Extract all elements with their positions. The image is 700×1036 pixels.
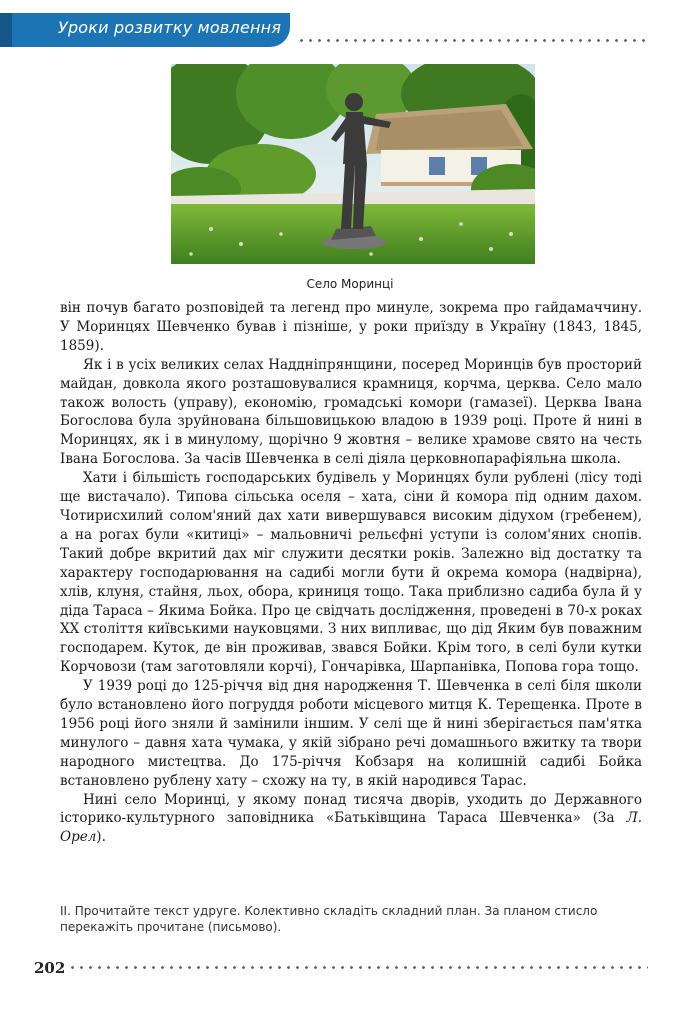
section-title: Уроки розвитку мовлення [58, 18, 282, 37]
village-photo-illustration [171, 64, 535, 264]
task-instruction: ІІ. Прочитайте текст удруге. Колективно складіть складний план. За планом стисло перекажіть прочитане (письмово). [60, 904, 598, 934]
paragraph-text: Нині село Моринці, у якому понад тисяча дворів, уходить до Державного історико-культурного заповідника «Батьківщина Тараса Шевченка» [60, 791, 642, 827]
village-photo [171, 64, 535, 264]
header-dotted-rule [297, 39, 650, 42]
attribution-author: Л. Орел [60, 810, 642, 846]
attribution-close: ). [96, 829, 106, 846]
attribution-open: (За [592, 810, 627, 827]
paragraph: У 1939 році до 125-річчя від дня народження Т. Шевченка в селі біля школи було встановлено його погруддя роботи місцевого митця К. Терещенка. Проте в 1956 році його зняли й замінили іншим. У селі ще й нині зберігається пам'ятка минулого – давня хата чумака, у якій зібрано речі домашнього вжитку та твори народного мистецтва. До 175-річчя Кобзаря на колишній садибі Бойка встановлено рублену хату – схожу на ту, в якій народився Тарас. [60, 678, 642, 789]
header-tab [0, 13, 12, 47]
page-header [0, 13, 700, 47]
page-number: 202 [34, 959, 66, 977]
paragraph-last [60, 791, 642, 848]
figure-caption: Село Моринці [306, 277, 394, 291]
paragraph: Як і в усіх великих селах Наддніпрянщини, посеред Моринців був просторий майдан, довкола якого розташовувалися крамниця, корчма, церква. Село мало також волость (управу), економію, громадські комори (гамазеї). Церква Івана Богослова була зруйнована більшовицькою владою в 1939 році. Проте й нині в Моринцях, як і в минулому, щорічно 9 жовтня – велике храмове свято на честь Івана Богослова. За часів Шевченка в селі діяла церковнопарафіяльна школа. [60, 356, 642, 468]
article-body [60, 299, 642, 847]
paragraph: він почув багато розповідей та легенд про минуле, зокрема про гайдамаччину. У Моринцях Шевченко бував і пізніше, у роки приїзду в Україну (1843, 1845, 1859). [60, 300, 642, 354]
footer-dotted-rule [68, 966, 648, 969]
paragraph: Хати і більшість господарських будівель у Моринцях були рублені (лісу тоді ще вистачало). Типова сільська оселя – хата, сіни й комора під одним дахом. Чотирисхилий солом'яний дах хати вивершувався високим дідухом (гребенем), а на рогах були «китиці» – мальовничі рельєфні уступи із солом'яних снопів. Такий добре вкритий дах міг служити десятки років. Залежно від достатку та характеру господарювання на садибі могли бути й окрема комора (надвірна), хлів, клуня, стайня, льох, обора, криниця тощо. Така приблизно садиба була й у діда Тараса – Якима Бойка. Про це свідчать дослідження, проведені в 70-х роках XX століття київськими науковцями. З них випливає, що дід Яким був поважним господарем. Куток, де він проживав, звався Бойки. Крім того, в селі були кутки Корчовози (там заготовляли корчі), Гончарівка, Шарпанівка, Попова гора тощо. [60, 470, 642, 676]
